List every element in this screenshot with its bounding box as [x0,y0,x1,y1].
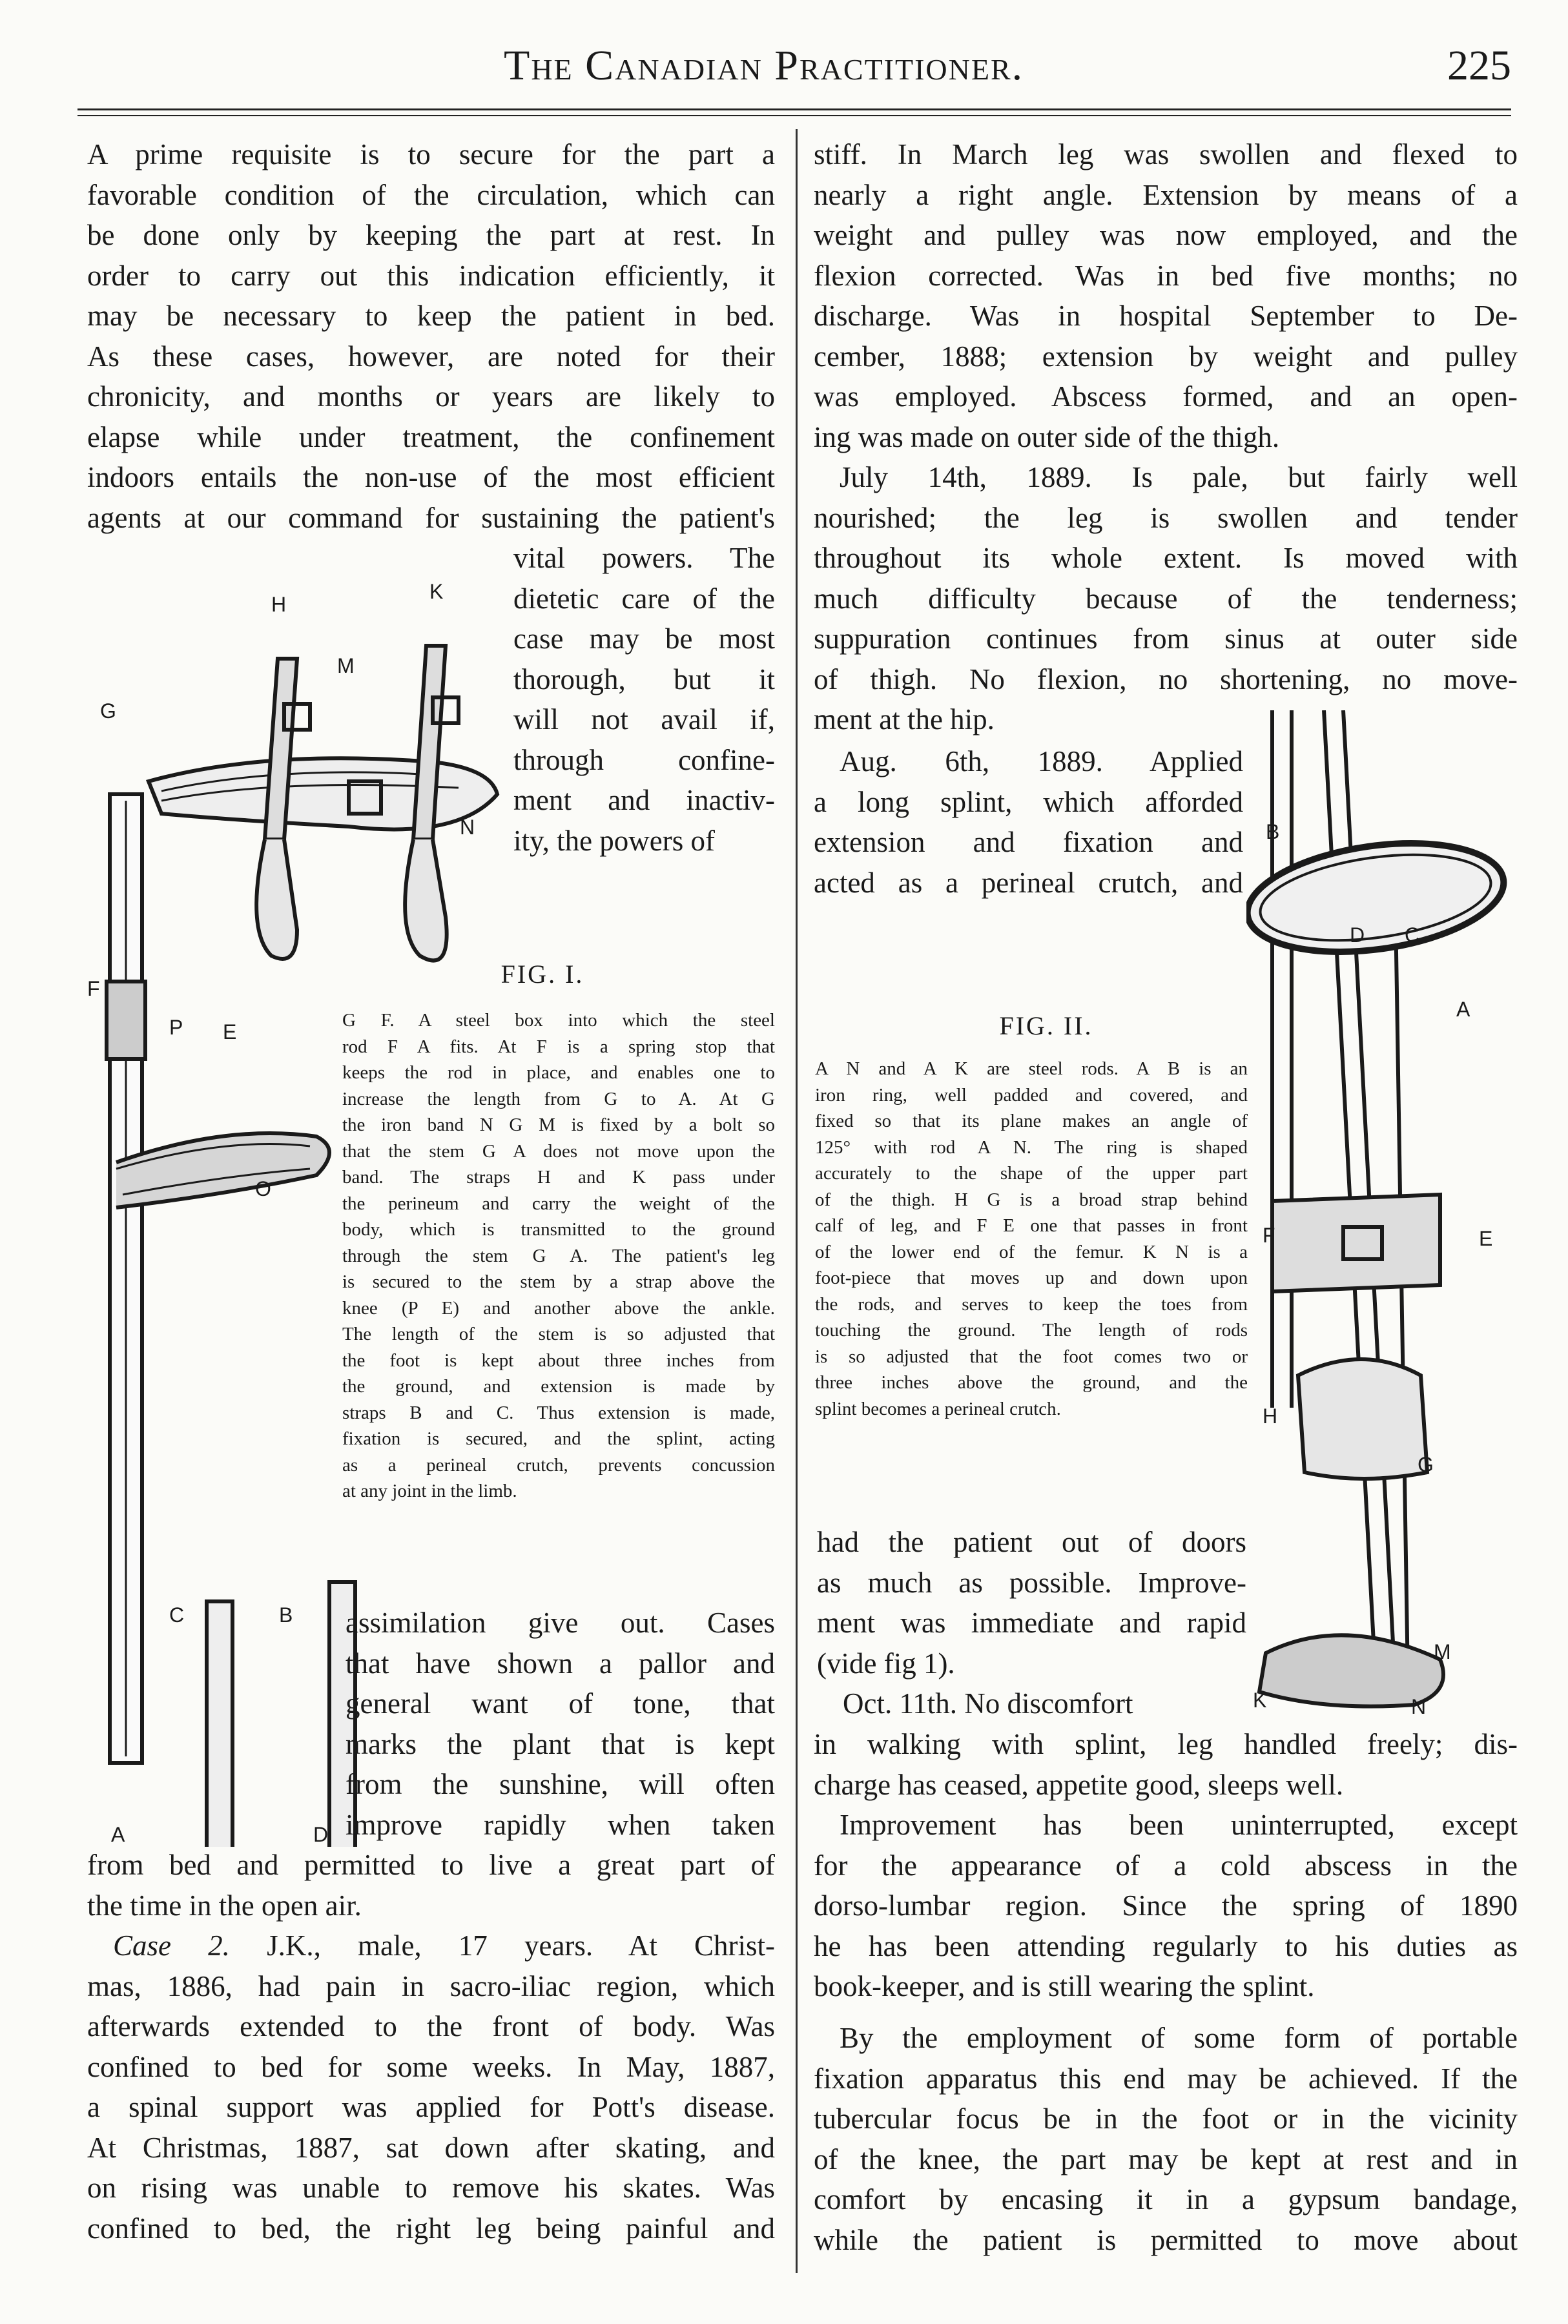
text-line: A prime requisite is to secure for the part a [87,138,775,170]
col1-intro-paragraph [87,134,775,538]
fig1-label-C: C [169,1603,185,1627]
text-line: of thigh. No flexion, no shortening, no move- [814,663,1518,695]
text-line: as much as possible. Improve- [817,1566,1246,1599]
text-line: had the patient out of doors [817,1526,1246,1558]
fig2-label-C: C [1405,923,1420,947]
text-line: book-keeper, and is still wearing the splint. [814,1970,1315,2002]
caption-line: fixed so that its plane makes an angle of [815,1111,1248,1131]
text-line: discharge. Was in hospital September to De- [814,300,1518,332]
caption-line: the ground, and extension is made by [342,1376,775,1397]
text-line: afterwards extended to the front of body. Was [87,2010,775,2042]
text-line: ment at the hip. [814,703,995,735]
caption-line: increase the length from G to A. At G [342,1088,775,1109]
text-line: confined to bed, the right leg being painful and [87,2212,775,2245]
text-line: assimilation give out. Cases [346,1607,775,1639]
text-line: ment and inactiv- [513,784,775,816]
column-divider [796,129,798,2273]
fig2-label-D: D [1350,923,1365,947]
caption-line: fixation is secured, and the splint, acting [342,1428,775,1449]
text-line: cember, 1888; extension by weight and pulley [814,340,1518,373]
text-line: dietetic care of the [513,582,775,615]
caption-line: accurately to the shape of the upper part [815,1163,1248,1184]
caption-line: three inches above the ground, and the [815,1372,1248,1393]
fig2-label-H: H [1263,1404,1278,1428]
fig2-splint-illustration [1246,710,1518,1756]
text-line: mas, 1886, had pain in sacro-iliac region, which [87,1969,775,2002]
text-line: while the patient is permitted to move about [814,2223,1518,2256]
header-rule [77,108,1511,110]
text-line: vital powers. The [513,542,775,574]
fig1-label-N: N [460,816,475,839]
caption-line: of the thigh. H G is a broad strap behind [815,1189,1248,1210]
caption-line: straps B and C. Thus extension is made, [342,1402,775,1423]
fig1-label-F: F [87,977,100,1000]
caption-line: keeps the rod in place, and enables one to [342,1062,775,1083]
case-text: J.K., male, 17 years. At Christ- [267,1929,775,1962]
text-line: may be necessary to keep the patient in bed. [87,300,775,332]
text-line: By the employment of some form of portable [840,2022,1518,2054]
text-line: thorough, but it [513,663,775,695]
text-line: he has been attending regularly to his duties as [814,1929,1518,1962]
case-label: Case 2. [113,1929,230,1962]
text-line: through confine- [513,743,775,776]
text-line: general want of tone, that [346,1687,775,1720]
fig2-label-F: F [1263,1224,1275,1247]
text-line: improve rapidly when taken [346,1808,775,1841]
caption-line: rod F A fits. At F is a spring stop that [342,1036,775,1057]
fig2-label-B: B [1266,820,1280,843]
text-line: Improvement has been uninterrupted, except [840,1809,1518,1841]
fig2-label-K: K [1253,1689,1267,1712]
fig1-label-B: B [279,1603,293,1627]
text-line: on rising was unable to remove his skates. Was [87,2172,775,2204]
text-line: dorso-lumbar region. Since the spring of 1890 [814,1889,1518,1922]
col1-case2-paragraph [87,1926,775,2248]
fig1-label-D: D [313,1823,329,1846]
caption-line: as a perineal crutch, prevents concussion [342,1454,775,1476]
fig1-label-E: E [223,1020,237,1044]
text-line: extension and fixation and [814,826,1243,858]
col2-had-paragraph [817,1522,1246,1683]
text-line: ity, the powers of [513,824,716,857]
caption-line: of the lower end of the femur. K N is a [815,1241,1248,1262]
caption-line: G F. A steel box into which the steel [342,1010,775,1031]
text-line: a long splint, which afforded [814,785,1243,818]
caption-line: is secured to the stem by a strap above the [342,1271,775,1292]
caption-line: knee (P E) and another above the ankle. [342,1297,775,1319]
text-line: indoors entails the non-use of the most efficient [87,461,775,493]
col2-final-paragraph [814,2018,1518,2260]
col1-wrap-text-2 [346,1603,775,1845]
fig1-label-O: O [255,1177,271,1200]
caption-line: foot-piece that moves up and down upon [815,1268,1248,1288]
text-line: nearly a right angle. Extension by means of a [814,178,1518,211]
text-line: the time in the open air. [87,1889,362,1922]
col2-aug-paragraph [814,741,1243,903]
text-line: case may be most [513,622,775,655]
fig1-title: FIG. I. [500,960,584,989]
text-line: nourished; the leg is swollen and tender [814,501,1518,534]
running-title: The Canadian Practitioner. [504,42,1024,89]
fig2-label-A: A [1456,998,1470,1021]
caption-line: 125° with rod A N. The ring is shaped [815,1136,1248,1158]
text-line: throughout its whole extent. Is moved with [814,542,1518,574]
text-line: fixation apparatus this end may be achieved. If the [814,2062,1518,2095]
fig2-label-G: G [1418,1453,1434,1476]
text-line: in walking with splint, leg handled freely; dis- [814,1728,1518,1760]
fig2-title: FIG. II. [999,1011,1093,1040]
col1-wrap-text-1 [513,538,775,861]
caption-line: iron ring, well padded and covered, and [815,1084,1248,1105]
fig1-label-H: H [271,593,287,616]
text-line: from bed and permitted to live a great part of [87,1849,775,1881]
text-line: stiff. In March leg was swollen and flexed to [814,138,1518,170]
text-line: July 14th, 1889. Is pale, but fairly well [840,461,1518,493]
caption-line: at any joint in the limb. [342,1481,517,1501]
col2-oct-paragraph [814,1724,1518,1805]
text-line: Oct. 11th. No discomfort [843,1687,1133,1720]
fig1-label-P: P [169,1016,183,1039]
text-line: As these cases, however, are noted for their [87,340,775,373]
fig1-caption [342,1007,775,1505]
caption-line: that the stem G A does not move upon the [342,1140,775,1162]
text-line: ing was made on outer side of the thigh. [814,420,1280,453]
col1-after-paragraph [87,1845,775,1926]
text-line: (vide fig 1). [817,1647,955,1680]
col2-july-paragraph [814,457,1518,740]
text-line: be done only by keeping the part at rest. In [87,219,775,251]
text-line: charge has ceased, appetite good, sleeps well. [814,1768,1344,1801]
text-line: comfort by encasing it in a gypsum bandage, [814,2183,1518,2216]
caption-line: the rods, and serves to keep the toes from [815,1293,1248,1315]
text-line: much difficulty because of the tenderness; [814,582,1518,615]
caption-line: band. The straps H and K pass under [342,1167,775,1188]
text-line: of the knee, the part may be kept at rest and in [814,2143,1518,2175]
fig2-label-M: M [1434,1640,1451,1663]
fig1-label-A: A [111,1823,125,1846]
text-line: At Christmas, 1887, sat down after skating, and [87,2131,775,2164]
text-line: Aug. 6th, 1889. Applied [840,745,1243,777]
page-header [77,32,1511,116]
col2-improvement-paragraph [814,1805,1518,2007]
caption-line: the iron band N G M is fixed by a bolt so [342,1115,775,1135]
text-line [87,1926,775,1966]
text-line: agents at our command for sustaining the patient's [87,501,775,534]
text-line: favorable condition of the circulation, which can [87,178,775,211]
text-line: was employed. Abscess formed, and an open- [814,380,1518,413]
text-line: that have shown a pallor and [346,1647,775,1680]
fig1-label-M: M [337,654,355,677]
caption-line: the perineum and carry the weight of the [342,1193,775,1214]
fig2-caption [815,1056,1248,1422]
fig2-label-N: N [1411,1695,1427,1718]
caption-line: A N and A K are steel rods. A B is an [815,1058,1248,1079]
caption-line: body, which is transmitted to the ground [342,1219,775,1240]
text-line: weight and pulley was now employed, and the [814,219,1518,251]
text-line: from the sunshine, will often [346,1768,775,1800]
text-line: marks the plant that is kept [346,1727,775,1760]
text-line: ment was immediate and rapid [817,1607,1246,1639]
text-line: chronicity, and months or years are likely to [87,380,775,413]
col2-oct-first-line [817,1683,1246,1724]
text-line: a spinal support was applied for Pott's disease. [87,2091,775,2123]
text-line: order to carry out this indication efficiently, it [87,259,775,292]
text-line: acted as a perineal crutch, and [814,866,1243,899]
fig2-label-E: E [1479,1227,1493,1250]
header-rule-thin [77,115,1511,116]
page-number: 225 [1447,42,1511,89]
text-line: tubercular focus be in the foot or in the vicinity [814,2103,1518,2135]
caption-line: calf of leg, and F E one that passes in front [815,1215,1248,1236]
caption-line: The length of the stem is so adjusted that [342,1324,775,1344]
text-line: flexion corrected. Was in bed five months; no [814,259,1518,292]
fig1-label-G: G [100,699,116,723]
text-line: confined to bed for some weeks. In May, 1887, [87,2050,775,2083]
text-line: will not avail if, [513,703,775,735]
text-line: suppuration continues from sinus at outer side [814,622,1518,655]
fig1-label-K: K [429,580,444,603]
col2-top-paragraph [814,134,1518,457]
text-line: elapse while under treatment, the confinement [87,420,775,453]
caption-line: touching the ground. The length of rods [815,1320,1248,1341]
caption-line: is so adjusted that the foot comes two or [815,1346,1248,1367]
text-line: for the appearance of a cold abscess in the [814,1849,1518,1882]
caption-line: splint becomes a perineal crutch. [815,1398,1061,1419]
caption-line: through the stem G A. The patient's leg [342,1245,775,1266]
caption-line: the foot is kept about three inches from [342,1350,775,1371]
